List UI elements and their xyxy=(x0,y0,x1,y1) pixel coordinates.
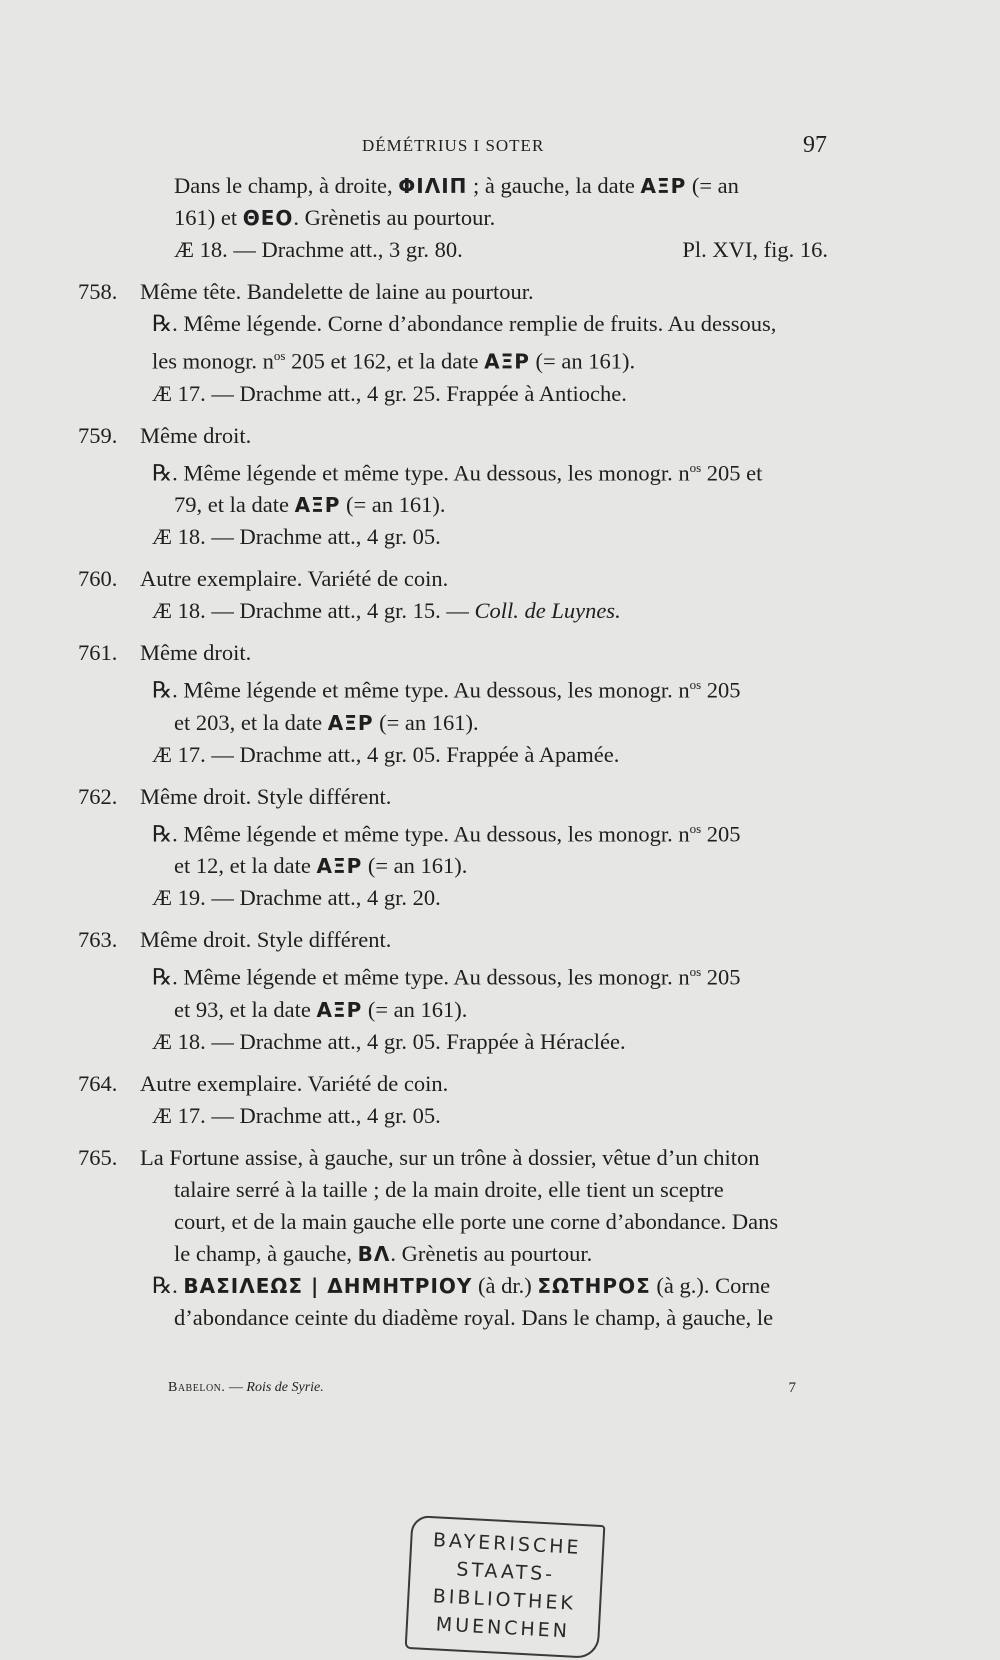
line-text: (= an 161). xyxy=(340,492,446,517)
entry-line xyxy=(78,563,828,595)
line-text: Æ 18. — Drachme att., 4 gr. 05. xyxy=(152,524,441,549)
line-text: Æ 17. — Drachme att., 4 gr. 25. Frappée à Antioche. xyxy=(152,380,627,406)
catalogue-entry xyxy=(78,276,828,410)
entry-line xyxy=(78,994,828,1026)
entry-line xyxy=(78,882,828,914)
line-text: talaire serré à la taille ; de la main droite, elle tient un sceptre xyxy=(174,1176,724,1202)
entry-line xyxy=(78,707,828,739)
line-text: (à g.). Corne xyxy=(650,1272,771,1298)
entry-line xyxy=(78,595,828,627)
entry-line xyxy=(78,669,828,707)
line-text: et 12, et la date xyxy=(174,853,317,878)
entry-line xyxy=(78,924,828,956)
entry-line xyxy=(78,521,828,553)
footer-author: Babelon. xyxy=(168,1380,226,1395)
entry-number: 758. xyxy=(78,279,118,304)
line-text: (= an 161). xyxy=(362,996,468,1022)
line-text: 205 et 162, et la date xyxy=(285,348,485,374)
catalogue-entry xyxy=(78,420,828,554)
line-text: Æ 18. — Drachme att., 4 gr. 05. Frappée à Héraclée. xyxy=(152,1028,626,1054)
catalogue-entry xyxy=(78,563,828,627)
line-text: ℞. Même légende et même type. Au dessous, les monogr. n xyxy=(152,460,690,485)
entry-number: 765. xyxy=(78,1144,118,1170)
line-text: Æ 17. — Drachme att., 4 gr. 05. Frappée à Apamée. xyxy=(152,741,620,767)
line-text: ; à gauche, la date xyxy=(467,173,641,198)
entry-line xyxy=(78,1270,828,1302)
footer-dash: — xyxy=(225,1380,247,1395)
line-text: le champ, à gauche, xyxy=(174,1240,358,1266)
entry-spacer xyxy=(78,553,828,563)
page-footer xyxy=(168,1380,828,1396)
superscript: os xyxy=(689,964,702,979)
entry-line xyxy=(78,850,828,882)
line-text: Æ 18. — Drachme att., 4 gr. 15. — xyxy=(152,598,475,623)
entry-number: 760. xyxy=(78,566,118,591)
line-text: court, et de la main gauche elle porte une corne d’abondance. Dans xyxy=(174,1208,779,1234)
line-text: les monogr. n xyxy=(152,348,274,374)
entry-spacer xyxy=(78,1058,828,1068)
entry-line xyxy=(78,234,828,266)
line-text: ℞. Même légende et même type. Au dessous, les monogr. n xyxy=(152,821,690,846)
line-text: 205 xyxy=(701,677,741,703)
superscript: os xyxy=(273,348,286,363)
catalogue-entry xyxy=(78,1068,828,1132)
entry-line xyxy=(78,308,828,340)
line-text: . Grènetis au pourtour. xyxy=(390,1240,593,1266)
entry-line xyxy=(78,340,828,378)
entry-spacer xyxy=(78,410,828,420)
entry-line xyxy=(78,1174,828,1206)
line-text: 161) et xyxy=(174,205,243,230)
stamp-line: BIBLIOTHEK xyxy=(432,1585,577,1615)
line-text: Autre exemplaire. Variété de coin. xyxy=(140,1070,449,1096)
line-text: 205 xyxy=(701,964,741,990)
greek-legend: ΑΞΡ xyxy=(640,174,687,198)
entry-line xyxy=(78,781,828,813)
page-number: 97 xyxy=(803,132,827,158)
entry-line xyxy=(78,1206,828,1238)
line-text: ℞. Même légende et même type. Au dessous, les monogr. n xyxy=(152,677,690,703)
greek-legend: ΣΩΤΗΡΟΣ xyxy=(537,1273,651,1298)
line-text: d’abondance ceinte du diadème royal. Dans le champ, à gauche, le xyxy=(174,1304,774,1330)
line-text: (= an 161). xyxy=(529,348,636,374)
greek-legend: ΑΞΡ xyxy=(484,349,530,374)
greek-legend: ΑΞΡ xyxy=(327,710,374,735)
entry-line xyxy=(78,489,828,521)
line-text: (= an xyxy=(686,173,739,198)
entry-line xyxy=(78,813,828,851)
greek-legend: ΑΞΡ xyxy=(316,854,363,878)
greek-legend: ΑΞΡ xyxy=(294,493,341,517)
catalogue-entry xyxy=(78,924,828,1058)
line-text: Même droit. xyxy=(140,422,252,448)
entry-line xyxy=(78,378,828,410)
line-text: (= an 161). xyxy=(373,709,479,735)
entry-line xyxy=(78,1026,828,1058)
line-text: Même droit. xyxy=(140,640,252,665)
line-text: Autre exemplaire. Variété de coin. xyxy=(140,566,449,591)
line-text: 205 xyxy=(701,821,741,846)
italic-text: Coll. de Luynes. xyxy=(474,598,621,623)
line-text: Même droit. Style différent. xyxy=(140,783,392,809)
entry-line xyxy=(78,1068,828,1100)
greek-legend: ΑΞΡ xyxy=(316,997,363,1022)
entry-number: 762. xyxy=(78,783,118,809)
entry-line xyxy=(78,956,828,994)
running-head: DÉMÉTRIUS I SOTER xyxy=(362,136,545,155)
entry-number: 761. xyxy=(78,640,118,665)
line-text: Même droit. Style différent. xyxy=(140,927,392,952)
entry-line xyxy=(78,739,828,771)
stamp-line: STAATS- xyxy=(455,1558,556,1586)
plate-reference: Pl. XVI, fig. 16. xyxy=(682,237,828,262)
line-text: (= an 161). xyxy=(362,853,468,878)
catalogue-entry xyxy=(78,170,828,266)
superscript: os xyxy=(689,459,702,475)
line-text: ℞. xyxy=(152,1272,184,1298)
line-text: Même tête. Bandelette de laine au pourtour. xyxy=(140,279,534,304)
line-text: . Grènetis au pourtour. xyxy=(293,205,496,230)
entry-spacer xyxy=(78,914,828,924)
catalogue-entry xyxy=(78,1142,828,1334)
entry-spacer xyxy=(78,266,828,276)
entry-line xyxy=(78,276,828,308)
catalogue-body xyxy=(78,170,828,1334)
line-text: 79, et la date xyxy=(174,492,295,517)
entry-number: 759. xyxy=(78,422,118,448)
superscript: os xyxy=(689,677,702,692)
footer-title: Rois de Syrie. xyxy=(246,1380,324,1395)
catalogue-entry xyxy=(78,637,828,771)
entry-line xyxy=(78,1302,828,1334)
line-text: et 203, et la date xyxy=(174,709,328,735)
greek-legend: ΒΑΣΙΛΕΩΣ | ΔΗΜΗΤΡΙΟΥ xyxy=(183,1273,473,1298)
line-text: La Fortune assise, à gauche, sur un trône à dossier, vêtue d’un chiton xyxy=(140,1144,760,1170)
entry-spacer xyxy=(78,771,828,781)
greek-legend: ΦΙΛΙΠ xyxy=(398,174,468,198)
entry-line xyxy=(78,1238,828,1270)
line-text: 205 et xyxy=(701,460,763,485)
greek-legend: ΘΕΟ xyxy=(242,206,294,230)
catalogue-entry xyxy=(78,781,828,915)
entry-spacer xyxy=(78,627,828,637)
stamp-line: BAYERISCHE xyxy=(432,1529,583,1559)
line-text: (à dr.) xyxy=(472,1272,538,1298)
line-text: Æ 19. — Drachme att., 4 gr. 20. xyxy=(152,885,441,910)
superscript: os xyxy=(689,820,702,836)
entry-line xyxy=(78,1142,828,1174)
line-text: ℞. Même légende et même type. Au dessous, les monogr. n xyxy=(152,964,690,990)
stamp-line: MUENCHEN xyxy=(435,1613,571,1643)
entry-line xyxy=(78,1100,828,1132)
signature-mark: 7 xyxy=(788,1380,796,1396)
entry-line xyxy=(78,170,828,202)
entry-spacer xyxy=(78,1132,828,1142)
entry-line xyxy=(78,202,828,234)
library-stamp xyxy=(405,1515,606,1659)
line-text: Dans le champ, à droite, xyxy=(174,173,399,198)
entry-line xyxy=(78,452,828,490)
entry-line xyxy=(78,637,828,669)
greek-legend: ΒΛ xyxy=(357,1241,391,1266)
entry-line xyxy=(78,420,828,452)
line-text: Æ 18. — Drachme att., 3 gr. 80. xyxy=(174,237,463,262)
line-text: ℞. Même légende. Corne d’abondance remplie de fruits. Au dessous, xyxy=(152,311,777,336)
line-text: et 93, et la date xyxy=(174,996,317,1022)
entry-number: 763. xyxy=(78,927,118,952)
entry-number: 764. xyxy=(78,1070,118,1096)
line-text: Æ 17. — Drachme att., 4 gr. 05. xyxy=(152,1102,441,1128)
